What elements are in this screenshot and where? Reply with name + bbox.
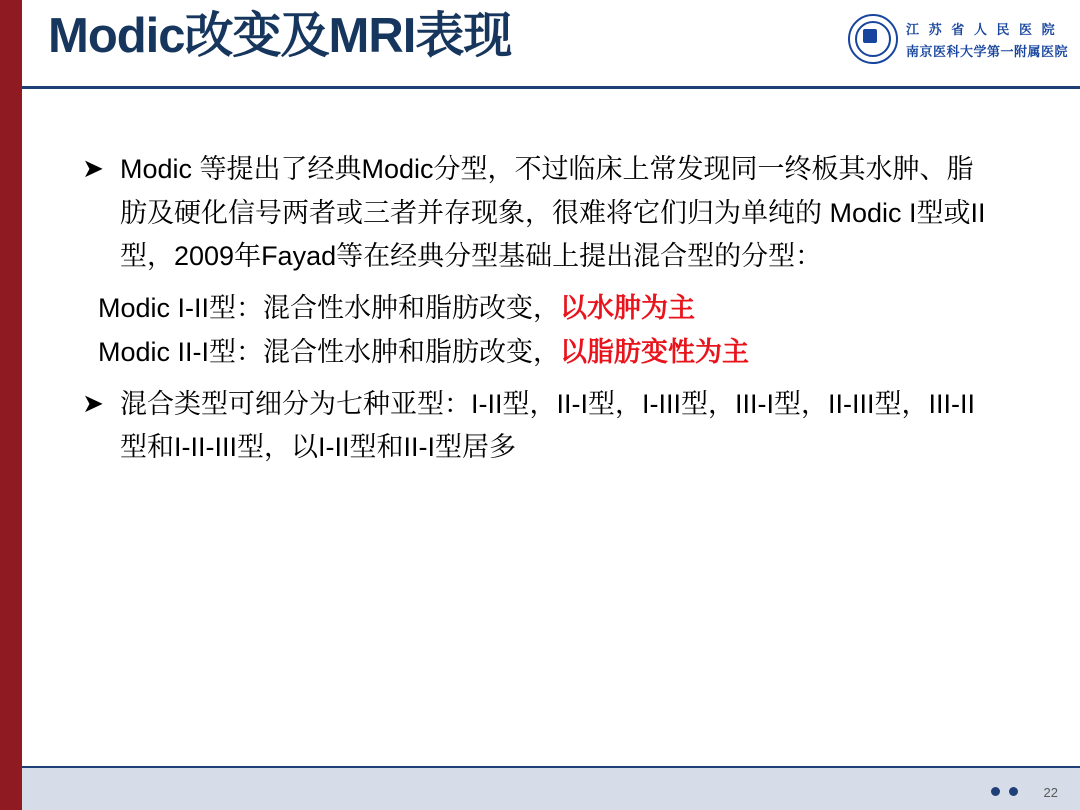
sub-line-1-prefix: Modic I-II型：混合性水肿和脂肪改变， — [98, 293, 561, 324]
sub-line-group — [98, 287, 1040, 374]
left-accent-bar — [0, 0, 22, 810]
bullet-text-1: Modic 等提出了经典Modic分型，不过临床上常发现同一终板其水肿、脂肪及硬化信号两者或三者并存现象，很难将它们归为单纯的 Modic I型或II型，2009年Fayad等在经典分型基础上提出混合型的分型： — [120, 154, 986, 272]
page-number: 22 — [1043, 785, 1058, 800]
footer-dot-1 — [991, 787, 1000, 796]
bullet-text-2: 混合类型可细分为七种亚型：I-II型，II-I型，I-III型，III-I型，II-III型，III-II型和I-II-III型，以I-II型和II-I型居多 — [120, 388, 975, 463]
page-title: Modic改变及MRI表现 — [48, 9, 512, 63]
sub-line-2 — [98, 331, 1040, 375]
bullet-item-2 — [80, 383, 1040, 470]
slide-footer — [22, 768, 1080, 810]
header-divider — [22, 86, 1080, 89]
sub-line-1 — [98, 287, 1040, 331]
slide-header — [22, 0, 1080, 88]
sub-line-2-highlight: 以脂肪变性为主 — [560, 336, 750, 367]
hospital-logo-text — [906, 19, 1068, 60]
bullet-arrow-icon: ➤ — [82, 153, 104, 183]
hospital-name-line-2: 南京医科大学第一附属医院 — [905, 43, 1068, 59]
footer-dots — [991, 787, 1018, 796]
footer-dot-2 — [1009, 787, 1018, 796]
slide-body — [80, 148, 1040, 470]
hospital-name-line-1: 江 苏 省 人 民 医 院 — [905, 21, 1058, 37]
hospital-emblem-icon — [848, 14, 898, 64]
hospital-logo — [848, 14, 1068, 64]
sub-line-1-highlight: 以水肿为主 — [560, 293, 696, 324]
sub-line-2-prefix: Modic II-I型：混合性水肿和脂肪改变， — [98, 336, 561, 367]
bullet-item-1 — [80, 148, 1040, 279]
bullet-arrow-icon-2: ➤ — [82, 387, 104, 418]
